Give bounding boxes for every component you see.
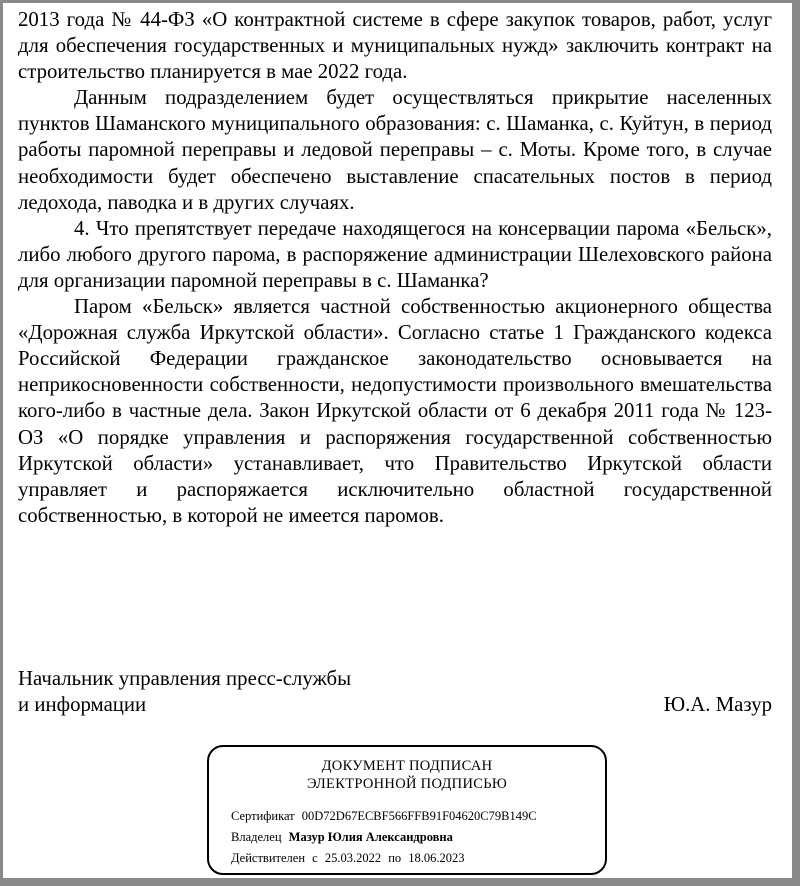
stamp-title xyxy=(209,757,605,793)
stamp-validity-to-prefix: по xyxy=(388,851,402,865)
stamp-title-line1: ДОКУМЕНТ ПОДПИСАН xyxy=(321,758,493,774)
stamp-owner-label: Владелец xyxy=(231,830,282,844)
stamp-certificate-label: Сертификат xyxy=(231,809,295,823)
stamp-validity-from: 25.03.2022 xyxy=(324,851,382,865)
stamp-certificate-row xyxy=(231,806,537,827)
stamp-title-line2: ЭЛЕКТРОННОЙ ПОДПИСЬЮ xyxy=(306,776,508,792)
stamp-certificate-value: 00D72D67ECBF566FFB91F04620C79B149C xyxy=(301,809,537,823)
paragraph-question-4: 4. Что препятствует передаче находящегося на консервации парома «Бельск», либо любого другого парома, в распоряжение администрации Шелеховского района для организации паромной переправы в с. Шаманка? xyxy=(18,216,772,292)
stamp-validity-label: Действителен xyxy=(231,851,306,865)
signatory-name: Ю.А. Мазур xyxy=(663,693,772,716)
stamp-validity-row xyxy=(231,848,537,869)
stamp-validity-from-prefix: с xyxy=(312,851,318,865)
stamp-validity-to: 18.06.2023 xyxy=(408,851,465,865)
paragraph-rescue-unit: Данным подразделением будет осуществляться прикрытие населенных пунктов Шаманского муниципального образования: с. Шаманка, с. Куйтун, в период работы паромной переправы и ледовой переправы – с. Моты. Кроме того, в случае необходимости будет обеспечено выставление спасательных постов в период ледохода, паводка и в других случаях. xyxy=(18,86,772,214)
electronic-signature-stamp xyxy=(207,745,607,875)
signatory-position-line1: Начальник управления пресс-службы xyxy=(18,667,352,690)
stamp-details xyxy=(231,806,537,869)
paragraph-contract: 2013 года № 44-ФЗ «О контрактной системе в сфере закупок товаров, работ, услуг для обеспечения государственных и муниципальных нужд» заключить контракт на строительство планируется в мае 2022 года. xyxy=(18,8,772,84)
document-body xyxy=(18,7,772,529)
signature-block xyxy=(18,666,772,718)
signatory-position-line2: и информации xyxy=(18,693,147,716)
stamp-owner-value: Мазур Юлия Александровна xyxy=(288,830,453,844)
paragraph-answer-4: Паром «Бельск» является частной собственностью акционерного общества «Дорожная служба Иркутской области». Согласно статье 1 Гражданского кодекса Российской Федерации гражданское законодательство основывается на неприкосновенности собственности, недопустимости произвольного вмешательства кого-либо в частные дела. Закон Иркутской области от 6 декабря 2011 года № 123-ОЗ «О порядке управления и распоряжения государственной собственностью Иркутской области» устанавливает, что Правительство Иркутской области управляет и распоряжается исключительно областной государственной собственностью, в которой не имеется паромов. xyxy=(18,295,772,527)
stamp-owner-row xyxy=(231,827,537,848)
signature-row xyxy=(18,692,772,718)
